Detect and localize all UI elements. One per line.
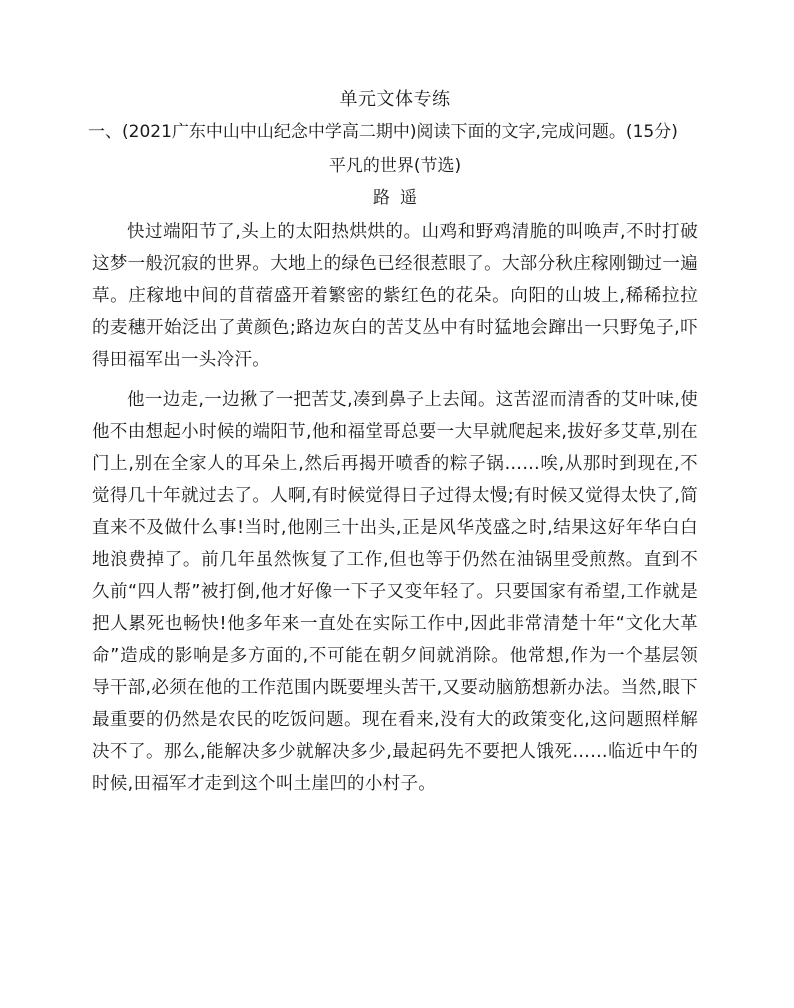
article-author: 路遥 [373,188,427,208]
question-prompt: 一、(2021广东中山中山纪念中学高二期中)阅读下面的文字,完成问题。(15分) [88,122,678,142]
paragraph-1: 快过端阳节了,头上的太阳热烘烘的。山鸡和野鸡清脆的叫唤声,不时打破这梦一般沉寂的世界。大地上的绿色已经很惹眼了。大部分秋庄稼刚锄过一遍草。庄稼地中间的苜蓿盛开着繁密的紫红色的花朵。向阳的山坡上,稀稀拉拉的麦穗开始泛出了黄颜色;路边灰白的苦艾丛中有时猛地会蹿出一只野兔子,吓得田福军出一头冷汗。 [92,222,698,370]
paragraph-2: 他一边走,一边揪了一把苦艾,凑到鼻子上去闻。这苦涩而清香的艾叶味,使他不由想起小时候的端阳节,他和福堂哥总要一大早就爬起来,拔好多艾草,别在门上,别在全家人的耳朵上,然后再揭开喷香的粽子锅……唉,从那时到现在,不觉得几十年就过去了。人啊,有时候觉得日子过得太慢;有时候又觉得太快了,简直来不及做什么事!当时,他刚三十出头,正是风华茂盛之时,结果这好年华白白地浪费掉了。前几年虽然恢复了工作,但也等于仍然在油锅里受煎熬。直到不久前“四人帮”被打倒,他才好像一下子又变年轻了。只要国家有希望,工作就是把人累死也畅快!他多年来一直处在实际工作中,因此非常清楚十年“文化大革命”造成的影响是多方面的,不可能在朝夕间就消除。他常想,作为一个基层领导干部,必须在他的工作范围内既要埋头苦干,又要动脑筋想新办法。当然,眼下最重要的仍然是农民的吃饭问题。现在看来,没有大的政策变化,这问题照样解决不了。那么,能解决多少就解决多少,最起码先不要把人饿死……临近中午的时候,田福军才走到这个叫土崖凹的小村子。 [92,390,698,794]
article-title: 平凡的世界(节选) [328,156,462,176]
document-title: 单元文体专练 [339,89,451,110]
